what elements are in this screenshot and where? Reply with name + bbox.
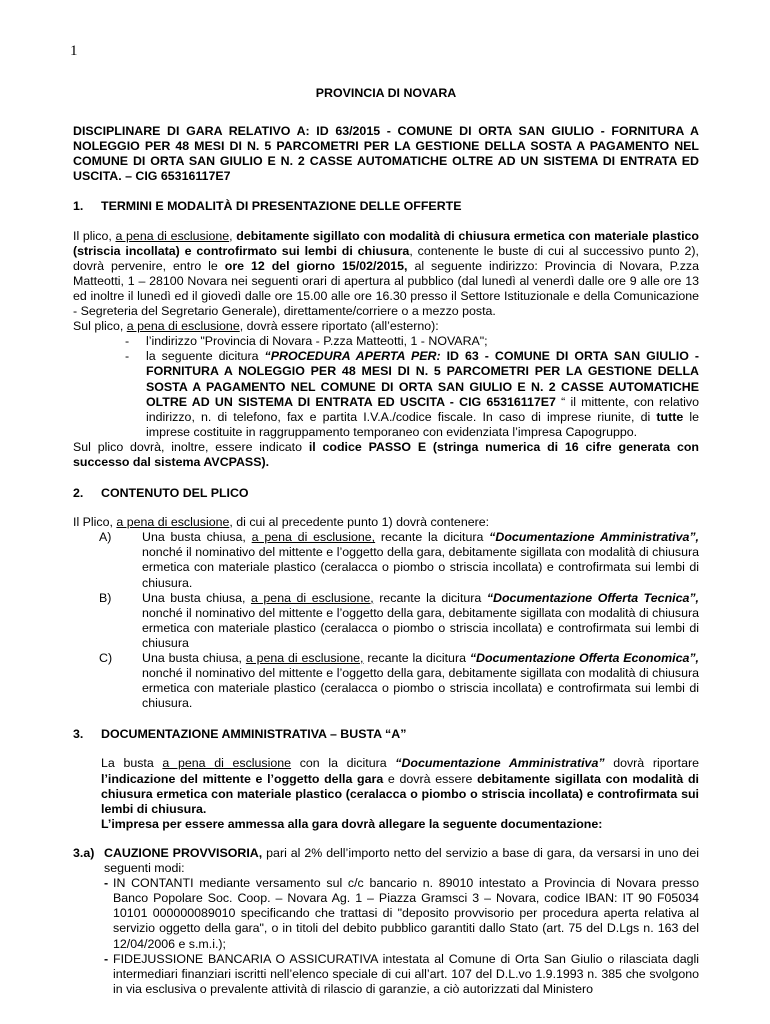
- bold-italic-text: “Documentazione Offerta Economica”,: [469, 651, 699, 665]
- section-number: 3.: [73, 727, 84, 742]
- dash-marker: -: [104, 876, 109, 891]
- section-2-heading: [73, 486, 699, 501]
- text: ,: [229, 228, 237, 243]
- list-item-text: [142, 530, 699, 590]
- section-3-paragraph: [73, 756, 699, 816]
- text: con la dicitura: [291, 756, 396, 771]
- dash-marker: -: [125, 349, 130, 364]
- text: e dovrà essere: [383, 771, 478, 786]
- text: , contenente le buste di cui al successivo punto 2), dovrà pervenire, entro le: [73, 243, 699, 273]
- section-1-heading: [73, 199, 699, 214]
- bold-text: debitamente sigillata con modalità di chiusura ermetica con materiale plastico (ceralacca o piombo o striscia incollata) e controfirmata sui lembi di chiusura.: [101, 771, 699, 816]
- text: Una busta chiusa,: [142, 651, 246, 665]
- text: pari al 2% dell’importo netto del servizio a base di gara, da versarsi in uno dei seguenti modi:: [104, 845, 699, 876]
- text: dovrà riportare: [604, 756, 699, 771]
- text: recante la dicitura: [363, 651, 470, 665]
- subsection-body: [104, 846, 699, 997]
- document-title: DISCIPLINARE DI GARA RELATIVO A: ID 63/2015 - COMUNE DI ORTA SAN GIULIO - FORNITURA A NOLEGGIO PER 48 MESI DI N. 5 PARCOMETRI PER LA GESTIONE DELLA SOSTA A PAGAMENTO NEL COMUNE DI ORTA SAN GIULIO E N. 2 CASSE AUTOMATICHE OLTRE AD UN SISTEMA DI ENTRATA ED USCITA. – CIG 65316117E7: [73, 124, 699, 184]
- bold-text: ore 12 del giorno 15/02/2015,: [224, 258, 408, 273]
- text: “ il mittente, con relativo indirizzo, n. di telefono, fax e partita I.V.A./codice fiscale. In caso di imprese riunite, di: [146, 394, 699, 424]
- section-3-heading: [73, 727, 699, 742]
- underlined-text: a pena di esclusione: [115, 228, 230, 243]
- bold-text: il codice PASSO E (stringa numerica di 16 cifre generata con successo dal sistema AVCPASS).: [73, 439, 699, 469]
- text: Una busta chiusa,: [142, 590, 251, 605]
- text: nonché il nominativo del mittente e l’oggetto della gara, debitamente sigillata con modalità di chiusura ermetica con materiale plastico (ceralacca o piombo o striscia incollata) e controfirmata sui lembi di chiusura.: [142, 545, 699, 590]
- bold-text: l’indicazione del mittente e l’oggetto della gara: [101, 771, 384, 786]
- bold-italic-text: “Documentazione Amministrativa”: [395, 756, 605, 771]
- text: nonché il nominativo del mittente e l’oggetto della gara, debitamente sigillata con modalità di chiusura ermetica con materiale plastico (ceralacca o piombo o striscia incollata) e controfirmata sui lembi di chiusura: [142, 605, 699, 650]
- underlined-text: a pena di esclusione: [116, 515, 230, 530]
- list-letter: B): [99, 590, 112, 605]
- dash-marker: -: [104, 951, 109, 966]
- bold-italic-text: “PROCEDURA APERTA PER:: [264, 349, 441, 364]
- text: , di cui al precedente punto 1) dovrà contenere:: [229, 515, 490, 530]
- text: al seguente indirizzo: Provincia di Novara, P.zza Matteotti, 1 – 28100 Novara nei seguenti orari di apertura al pubblico (dal lunedì al venerdì dalle ore 9 alle ore 13 ed inoltre il lunedì ed il giovedì dalle ore 15.00 alle ore 16.30 presso il Settore Istituzionale e della Comunicazione - Segreteria del Segretario Generale), direttamente/corriere o a mezzo posta.: [73, 258, 700, 319]
- list-item: [104, 952, 699, 997]
- list-item-text: FIDEJUSSIONE BANCARIA O ASSICURATIVA intestata al Comune di Orta San Giulio o rilasciata dagli intermediari finanziari iscritti nell’elenco speciale di cui all’art. 107 del D.L.vo 1.9.1993 n. 385 che svolgono in via esclusiva o prevalente attività di rilascio di garanzie, a ciò autorizzati dal Ministero: [113, 951, 699, 996]
- list-item: [104, 876, 699, 951]
- document-body: [73, 86, 699, 997]
- underlined-text: a pena di esclusione,: [250, 590, 374, 605]
- list-item-text: [146, 349, 699, 440]
- list-item-text: [142, 651, 699, 711]
- text: nonché il nominativo del mittente e l’oggetto della gara, debitamente sigillata con modalità di chiusura ermetica con materiale plastico (ceralacca o piombo o striscia incollata) e controfirmata sui lembi di chiusura.: [142, 666, 699, 711]
- list-item: [73, 651, 699, 711]
- list-letter: A): [99, 530, 112, 545]
- subsection-3a: [73, 846, 699, 997]
- list-letter: C): [99, 651, 113, 665]
- text: Il Plico,: [73, 515, 117, 530]
- underlined-text: a pena di esclusione,: [245, 651, 364, 665]
- text: recante la dicitura: [375, 530, 490, 545]
- bold-text: debitamente sigillato con modalità di chiusura ermetica con materiale plastico (striscia incollata) e controfirmato sui lembi di chiusura: [73, 228, 699, 258]
- section-1-paragraph: [73, 229, 699, 320]
- underlined-text: a pena di esclusione,: [251, 530, 376, 545]
- bold-italic-text: “Documentazione Offerta Tecnica”,: [486, 590, 699, 605]
- list-item-text: IN CONTANTI mediante versamento sul c/c bancario n. 89010 intestato a Provincia di Novara presso Banco Popolare Soc. Coop. – Novara Ag. 1 – Piazza Gramsci 3 – Novara, codice IBAN: IT 90 F05034 10101 000000089010 specificando che trattasi di "deposito provvisorio per procedura aperta relativa al servizio oggetto della gara", o in titoli del debito pubblico garantiti dallo Stato (art. 75 del D.Lgs n. 163 del 12/04/2006 e s.m.i.);: [113, 876, 699, 951]
- underlined-text: a pena di esclusione: [162, 756, 292, 771]
- underlined-text: a pena di esclusione: [126, 319, 240, 334]
- text: Una busta chiusa,: [142, 530, 252, 545]
- bold-italic-text: “Documentazione Amministrativa”,: [489, 530, 699, 545]
- section-number: 1.: [73, 199, 84, 214]
- page-number: 1: [70, 43, 78, 59]
- text: Sul plico dovrà, inoltre, essere indicato: [73, 439, 309, 454]
- section-3-paragraph-2: [73, 817, 699, 832]
- list-item: [73, 591, 699, 651]
- list-item: [73, 530, 699, 590]
- text: , dovrà essere riportato (all’esterno):: [239, 319, 439, 334]
- section-2-intro: [73, 515, 699, 530]
- subsection-number: 3.a): [73, 845, 95, 860]
- subsection-intro: [104, 846, 699, 876]
- bold-text: L’impresa per essere ammessa alla gara dovrà allegare la seguente documentazione:: [101, 816, 603, 831]
- section-title: TERMINI E MODALITÀ DI PRESENTAZIONE DELLE OFFERTE: [101, 199, 462, 214]
- text: la seguente dicitura: [146, 349, 265, 364]
- header-title: PROVINCIA DI NOVARA: [315, 86, 457, 100]
- section-title: DOCUMENTAZIONE AMMINISTRATIVA – BUSTA “A”: [101, 727, 407, 742]
- text: recante la dicitura: [373, 590, 487, 605]
- text: La busta: [101, 756, 163, 771]
- bold-text: CAUZIONE PROVVISORIA,: [104, 845, 263, 860]
- list-item: [73, 349, 699, 440]
- list-item-text: [142, 591, 699, 651]
- section-1-paragraph-2: [73, 319, 699, 334]
- list-item: [73, 334, 699, 349]
- section-title: CONTENUTO DEL PLICO: [101, 486, 249, 501]
- dash-marker: -: [125, 334, 130, 349]
- section-number: 2.: [73, 486, 84, 501]
- text: le imprese costituite in raggruppamento temporaneo con evidenziata l’impresa Capogruppo.: [146, 409, 700, 439]
- text: Sul plico,: [73, 319, 127, 334]
- text: Il plico,: [73, 228, 116, 243]
- section-1-paragraph-3: [73, 440, 699, 470]
- list-item-text: l’indirizzo "Provincia di Novara - P.zza Matteotti, 1 - NOVARA";: [146, 334, 488, 349]
- bold-text: tutte: [656, 409, 684, 424]
- bold-text: ID 63 - COMUNE DI ORTA SAN GIULIO - FORNITURA A NOLEGGIO PER 48 MESI DI N. 5 PARCOMETRI PER LA GESTIONE DELLA SOSTA A PAGAMENTO NEL COMUNE DI ORTA SAN GIULIO E N. 2 CASSE AUTOMATICHE OLTRE AD UN SISTEMA DI ENTRATA ED USCITA - CIG 65316117E7: [146, 349, 699, 409]
